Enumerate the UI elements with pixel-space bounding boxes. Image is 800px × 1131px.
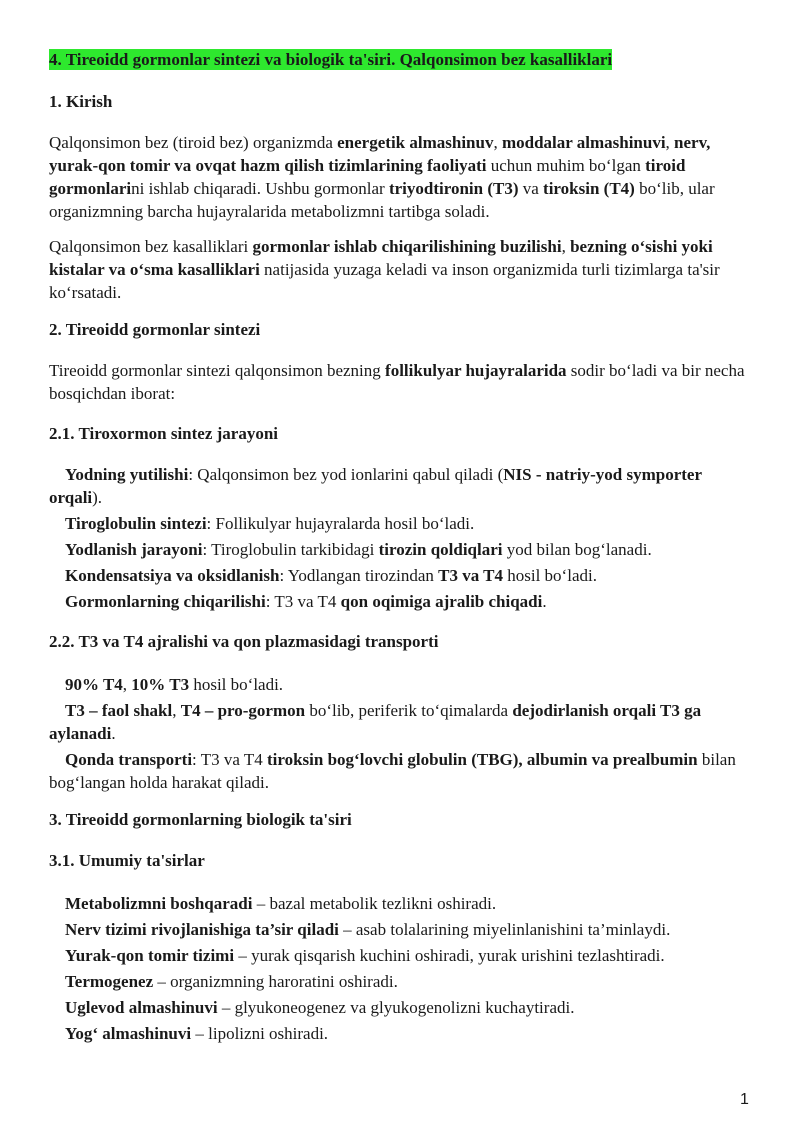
list-item: Gormonlarning chiqarilishi: T3 va T4 qon oqimiga ajralib chiqadi.	[65, 592, 547, 611]
list-item: Termogenez – organizmning haroratini oshiradi.	[65, 972, 398, 991]
list-item: Yurak-qon tomir tizimi – yurak qisqarish kuchini oshiradi, yurak urishini tezlashtiradi.	[65, 946, 665, 965]
list-item: Qonda transporti: T3 va T4 tiroksin bog‘lovchi globulin (TBG), albumin va prealbumin bilan bog‘langan holda harakat qiladi.	[49, 750, 736, 792]
list-item: Kondensatsiya va oksidlanish: Yodlangan tirozindan T3 va T4 hosil bo‘ladi.	[65, 566, 597, 585]
list-item: Tiroglobulin sintezi: Follikulyar hujayralarda hosil bo‘ladi.	[65, 514, 475, 533]
section-3-heading: 3. Tireoidd gormonlarning biologik ta'siri	[49, 810, 352, 829]
section-2-paragraph: Tireoidd gormonlar sintezi qalqonsimon bezning follikulyar hujayralarida sodir bo‘ladi va bir necha bosqichdan iborat:	[49, 361, 745, 403]
list-item: T3 – faol shakl, T4 – pro-gormon bo‘lib, periferik to‘qimalarda dejodirlanish orqali T3 ga aylanadi.	[49, 701, 702, 743]
section-3-1-heading: 3.1. Umumiy ta'sirlar	[49, 851, 205, 870]
section-2-1-heading: 2.1. Tiroxormon sintez jarayoni	[49, 424, 279, 443]
section-1-paragraph-1: Qalqonsimon bez (tiroid bez) organizmda energetik almashinuv, moddalar almashinuvi, nerv, yurak-qon tomir va ovqat hazm qilish tizimlarining faoliyati uchun muhim bo‘lgan tiroid gormonlarini ishlab chiqaradi. Ushbu gormonlar triyodtironin (T3) va tiroksin (T4) bo‘lib, ular organizmning barcha hujayralarida metabolizmni tartibga soladi.	[49, 133, 715, 221]
page-number: 1	[740, 1091, 749, 1108]
list-item: Metabolizmni boshqaradi – bazal metabolik tezlikni oshiradi.	[65, 894, 497, 913]
section-3-1-list	[49, 892, 759, 1045]
section-1-paragraph-2: Qalqonsimon bez kasalliklari gormonlar ishlab chiqarilishining buzilishi, bezning o‘sishi yoki kistalar va o‘sma kasalliklari natijasida yuzaga keladi va inson organizmida turli tizimlarga ta'sir ko‘rsatadi.	[49, 237, 720, 302]
list-item: Nerv tizimi rivojlanishiga ta’sir qiladi – asab tolalarining miyelinlanishini ta’minlaydi.	[65, 920, 671, 939]
section-2-1-list	[49, 463, 759, 613]
list-item: 90% T4, 10% T3 hosil bo‘ladi.	[65, 675, 284, 694]
section-2-heading: 2. Tireoidd gormonlar sintezi	[49, 320, 261, 339]
title-highlight: 4. Tireoidd gormonlar sintezi va biologik ta'siri. Qalqonsimon bez kasalliklari	[49, 50, 613, 69]
section-2-2-list	[49, 673, 759, 794]
list-item: Uglevod almashinuvi – glyukoneogenez va glyukogenolizni kuchaytiradi.	[65, 998, 575, 1017]
section-2-2-heading: 2.2. T3 va T4 ajralishi va qon plazmasidagi transporti	[49, 632, 439, 651]
document-title	[49, 48, 759, 71]
list-item: Yog‘ almashinuvi – lipolizni oshiradi.	[65, 1024, 329, 1043]
list-item: Yodlanish jarayoni: Tiroglobulin tarkibidagi tirozin qoldiqlari yod bilan bog‘lanadi.	[65, 540, 652, 559]
list-item: Yodning yutilishi: Qalqonsimon bez yod ionlarini qabul qiladi (NIS - natriy-yod symporter orqali).	[49, 465, 702, 507]
section-1-heading: 1. Kirish	[49, 92, 113, 111]
